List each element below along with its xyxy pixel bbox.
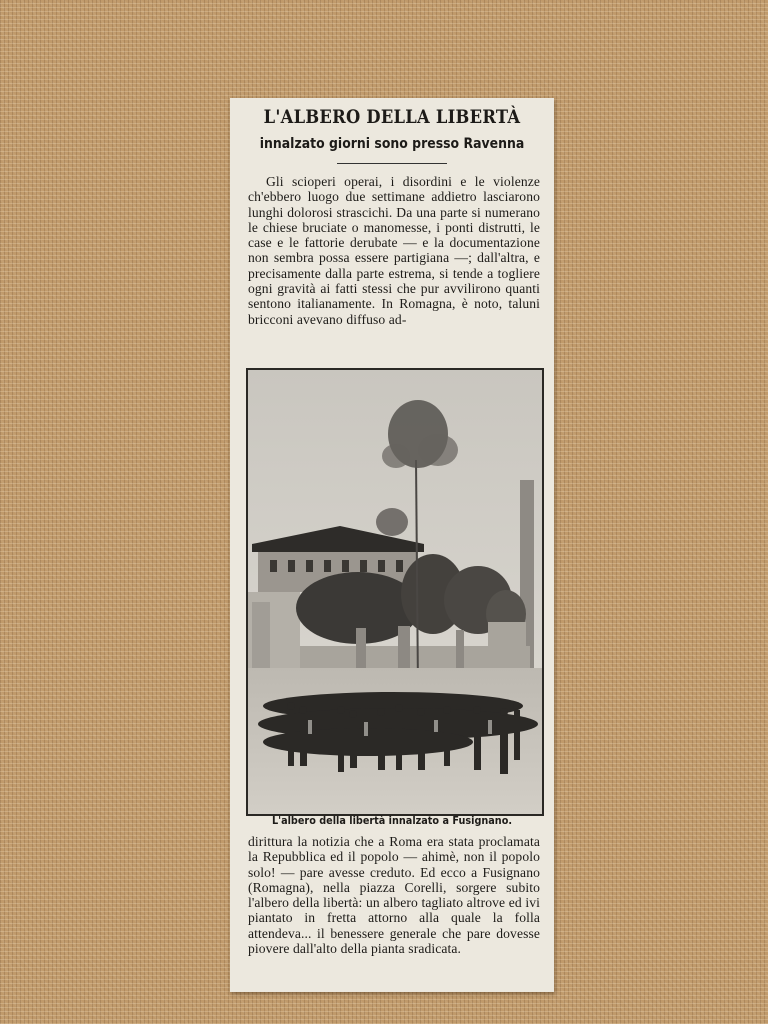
divider-rule [337, 163, 447, 164]
headline: L'ALBERO DELLA LIBERTÀ [263, 106, 521, 128]
photo-caption: L'albero della libertà innalzato a Fusignano. [271, 814, 513, 827]
article-body-top: Gli scioperi operai, i disordini e le violenze ch'ebbero luogo due settimane addietro lasciarono lunghi dolorosi strascichi. Da una parte si numerano le chiese bruciate o manomesse, i ponti distrutti, le case e le fattorie derubate — e la documentazione non sembra possa essere partigiana —; dall'altra, e precisamente dalla parte estrema, si tende a togliere ogni gravità ai fatti stessi che pur avvilirono quanti sentono italianamente. In Romagna, è noto, taluni bricconi avevano diffuso ad- [248, 174, 540, 327]
article-body-bottom: dirittura la notizia che a Roma era stata proclamata la Repubblica ed il popolo — ahimè, non il popolo solo! — pare avesse creduto. Ed ecco a Fusignano (Romagna), nella piazza Corelli, sorgere subito l'albero della libertà: un albero tagliato altrove ed ivi piantato in fretta attorno alla quale la folla attendeva... il benessere generale che pare dovesse piovere dall'alto della pianta sradicata. [248, 834, 540, 957]
newspaper-clipping [230, 98, 554, 992]
subheadline: innalzato giorni sono presso Ravenna [259, 136, 525, 152]
photo-illustration [248, 370, 542, 814]
photo-fusignano [246, 368, 544, 816]
